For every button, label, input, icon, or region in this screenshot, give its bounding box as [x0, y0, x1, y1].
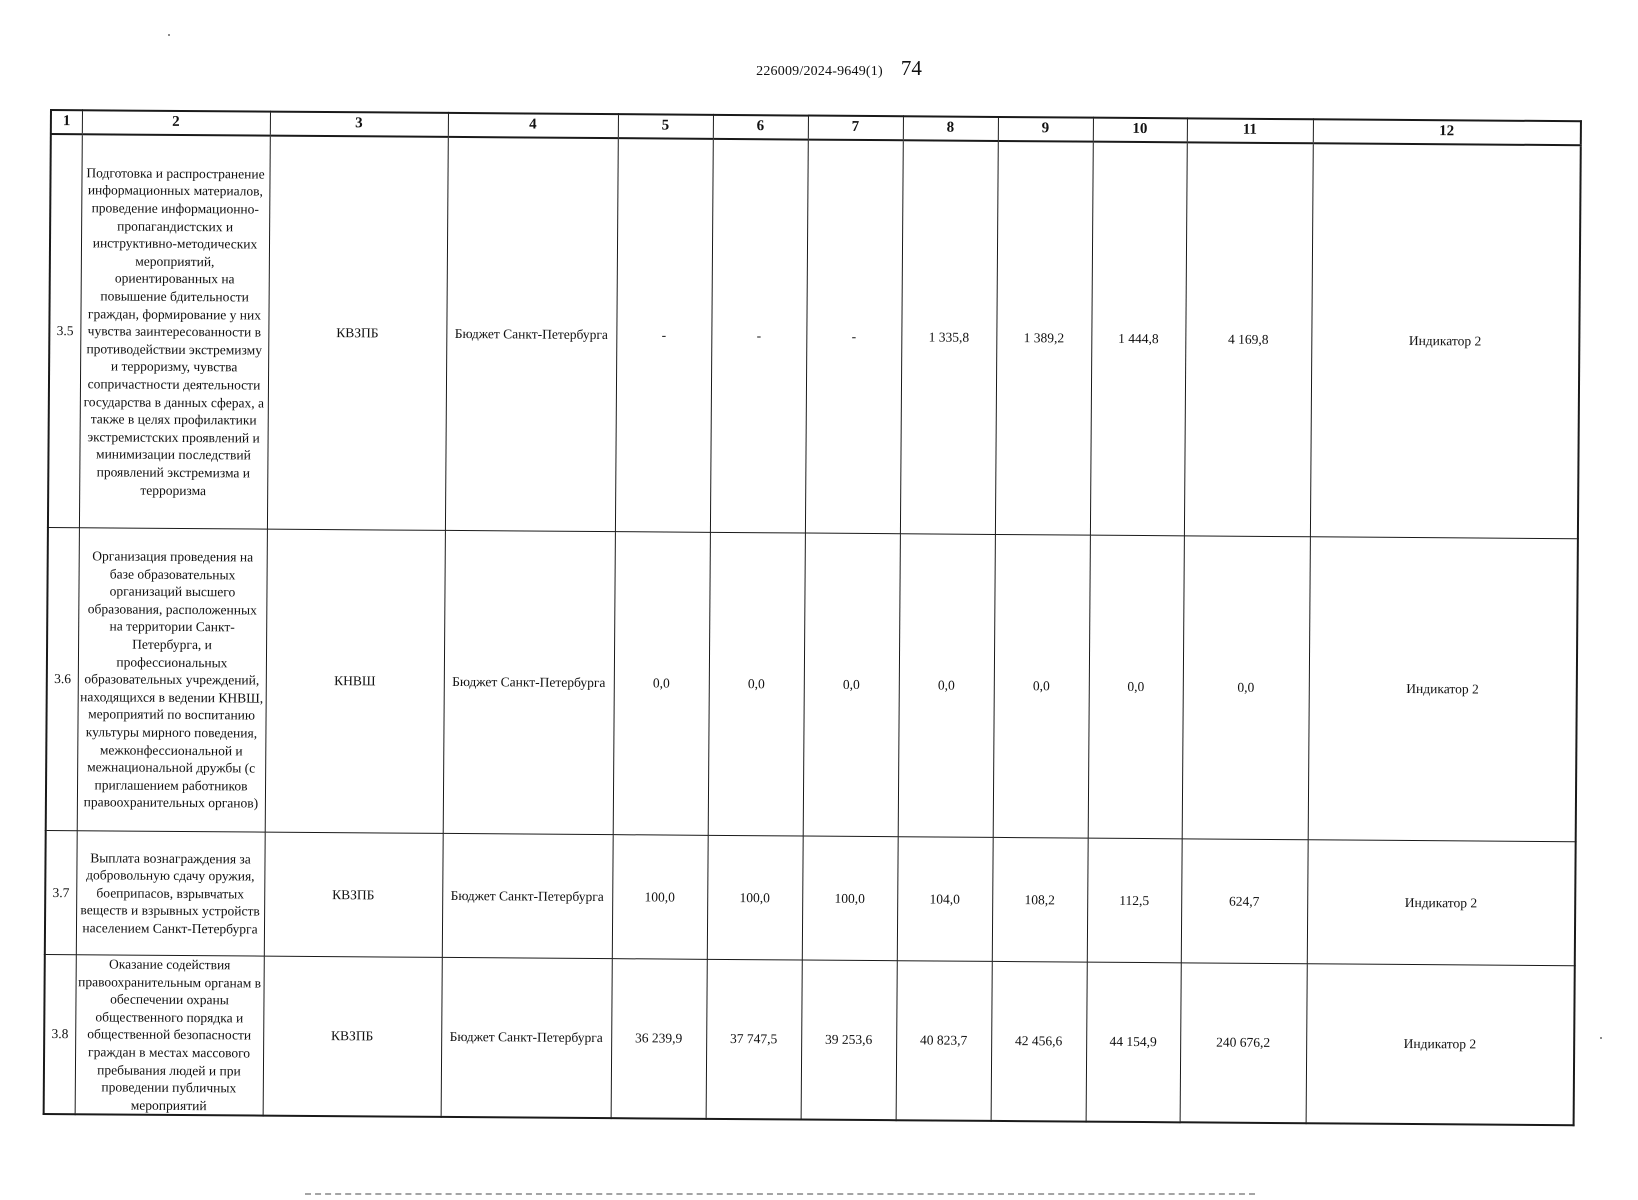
column-header: 2 — [82, 110, 270, 135]
budget-table — [43, 109, 1582, 1127]
value-cell: 0,0 — [993, 534, 1090, 838]
indicator-cell: Индикатор 2 — [1308, 537, 1578, 842]
total-cell: 4 169,8 — [1184, 142, 1313, 536]
value-cell: 37 747,5 — [706, 959, 802, 1120]
value-cell: 42 456,6 — [991, 961, 1087, 1122]
activity-description: Выплата вознаграждения за добровольную сдачу оружия, боеприпасов, взрывчатых веществ и взрывных устройств населением Санкт-Петербурга — [76, 831, 265, 956]
total-cell: 240 676,2 — [1180, 963, 1307, 1124]
column-header: 5 — [618, 114, 713, 139]
page-number: 74 — [900, 56, 922, 80]
value-cell: - — [805, 140, 903, 534]
value-cell: 44 154,9 — [1086, 962, 1181, 1123]
value-cell: 0,0 — [803, 533, 900, 837]
value-cell: 40 823,7 — [896, 961, 992, 1122]
value-cell: 100,0 — [612, 835, 708, 960]
value-cell: 0,0 — [708, 532, 805, 836]
indicator-cell: Индикатор 2 — [1307, 840, 1576, 966]
total-cell: 0,0 — [1182, 536, 1310, 840]
value-cell: 1 389,2 — [995, 141, 1093, 535]
total-cell: 624,7 — [1181, 839, 1308, 964]
indicator-cell: Индикатор 2 — [1306, 964, 1575, 1126]
table-row — [46, 527, 1578, 841]
column-header: 3 — [270, 112, 448, 137]
value-cell: 0,0 — [1088, 535, 1184, 839]
value-cell: 1 444,8 — [1090, 142, 1187, 536]
funding-source: Бюджет Санкт-Петербурга — [442, 833, 613, 958]
value-cell: 108,2 — [992, 837, 1088, 962]
column-header: 6 — [713, 115, 808, 140]
value-cell: 0,0 — [898, 534, 995, 838]
executor-cell: КВЗПБ — [267, 136, 448, 531]
row-number: 3.7 — [45, 830, 77, 954]
column-header: 10 — [1093, 118, 1187, 143]
column-header: 11 — [1187, 118, 1313, 143]
activity-description: Подготовка и распространение информационных материалов, проведение информационно-пропагандистских и инструктивно-методических мероприятий, ориентированных на повышение бдительности граждан, формирование у них чувства заинтересованности в противодействии экстремизму и терроризму, чувства сопричастности деятельности государства в данных сферах, а также в целях профилактики экстремистских проявлений и минимизации последствий проявлений экстремизма и терроризма — [79, 134, 270, 529]
table-row — [48, 134, 1581, 539]
row-number: 3.5 — [48, 134, 82, 528]
row-number: 3.8 — [44, 954, 76, 1114]
column-header: 12 — [1313, 119, 1581, 145]
column-header: 4 — [448, 113, 618, 138]
value-cell: - — [615, 138, 713, 532]
value-cell: 100,0 — [707, 835, 803, 960]
value-cell: 36 239,9 — [611, 959, 707, 1120]
executor-cell: КВЗПБ — [264, 832, 443, 957]
scan-speck — [1600, 1037, 1602, 1039]
registration-number: 226009/2024-9649(1) — [756, 64, 883, 79]
scan-artifact-line — [305, 1193, 1255, 1195]
column-header: 7 — [808, 116, 903, 141]
executor-cell: КВЗПБ — [263, 956, 442, 1117]
funding-source: Бюджет Санкт-Петербурга — [445, 137, 618, 532]
document-header — [0, 56, 1638, 81]
scan-speck — [168, 34, 170, 36]
executor-cell: КНВШ — [265, 529, 445, 833]
activity-description: Оказание содействия правоохранительным органам в обеспечении охраны общественного порядка и общественной безопасности граждан в местах массового пребывания людей и при проведении публичных мероприятий — [75, 955, 264, 1116]
funding-source: Бюджет Санкт-Петербурга — [441, 957, 612, 1118]
value-cell: 104,0 — [897, 837, 993, 962]
column-header: 8 — [903, 116, 998, 141]
value-cell: 1 335,8 — [900, 140, 998, 534]
table-row — [44, 954, 1575, 1125]
indicator-cell: Индикатор 2 — [1310, 143, 1581, 538]
column-header: 1 — [51, 110, 82, 134]
row-number: 3.6 — [46, 527, 79, 830]
value-cell: 0,0 — [613, 532, 710, 836]
value-cell: 112,5 — [1087, 838, 1182, 963]
table-row — [45, 830, 1576, 965]
column-header: 9 — [998, 117, 1093, 142]
value-cell: - — [710, 139, 808, 533]
funding-source: Бюджет Санкт-Петербурга — [443, 530, 615, 834]
value-cell: 100,0 — [802, 836, 898, 961]
value-cell: 39 253,6 — [801, 960, 897, 1121]
activity-description: Организация проведения на базе образовательных организаций высшего образования, расположенных на территории Санкт-Петербурга, и профессиональных образовательных учреждений, находящихся в ведении КНВШ, мероприятий по воспитанию культуры мирного поведения, межконфессиональной и межнациональной дружбы (с приглашением работников правоохранительных органов) — [77, 528, 267, 832]
